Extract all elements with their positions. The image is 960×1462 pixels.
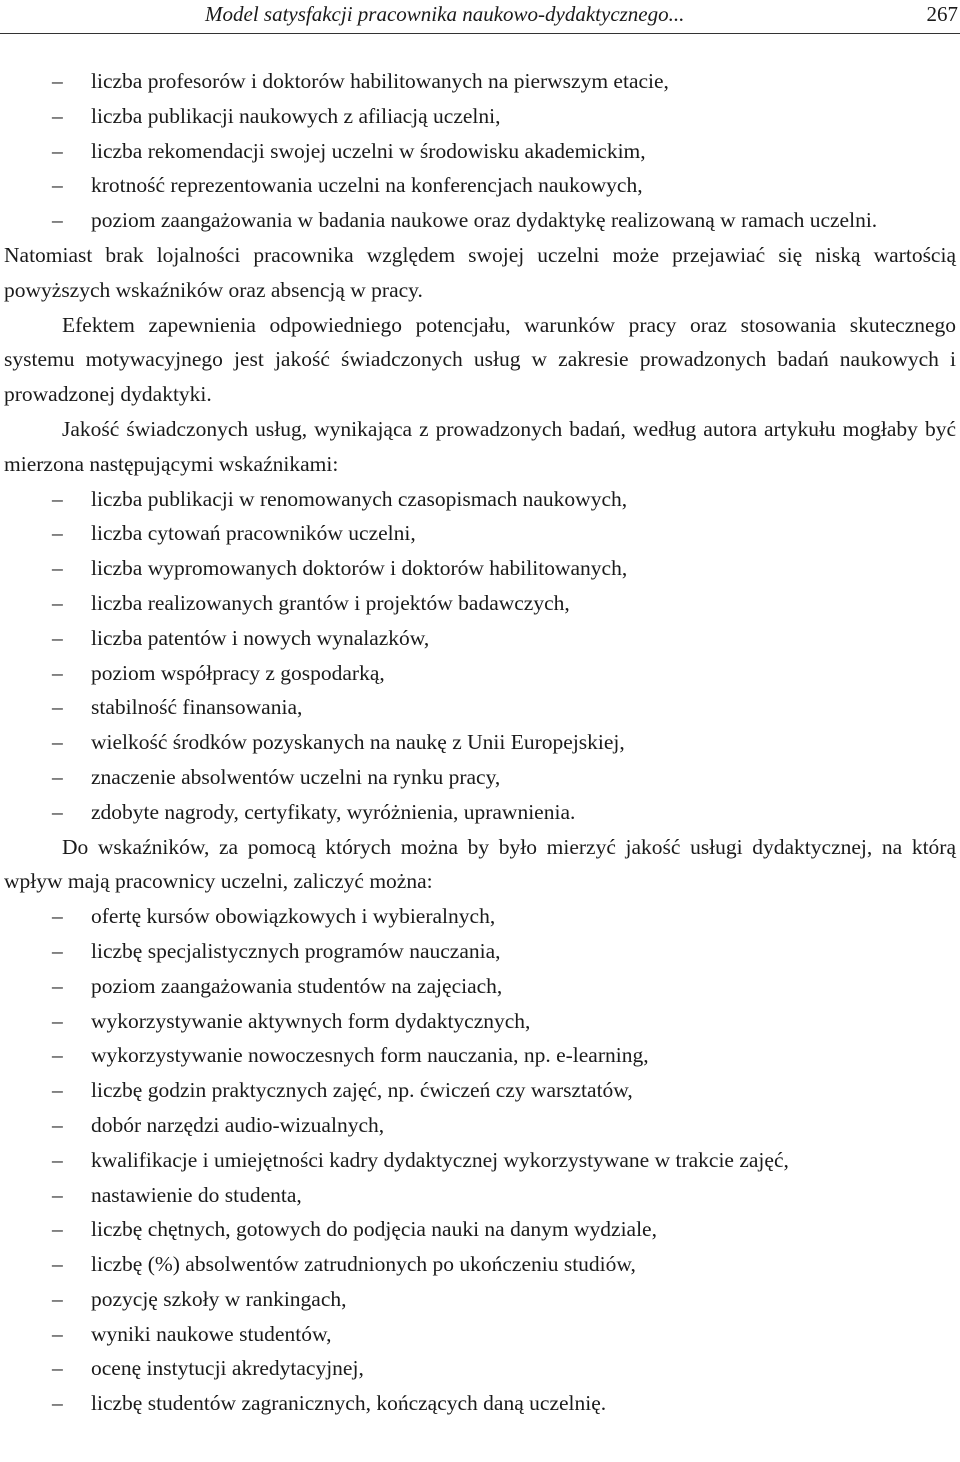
list-item-text: krotność reprezentowania uczelni na konferencjach naukowych, <box>91 173 643 198</box>
list-item <box>4 725 956 760</box>
list-item-text: poziom współpracy z gospodarką, <box>91 660 385 685</box>
bullet-dash: – <box>52 764 63 789</box>
list-item-text: liczba profesorów i doktorów habilitowanych na pierwszym etacie, <box>91 69 669 93</box>
list-item-text: zdobyte nagrody, certyfikaty, wyróżnienia, uprawnienia. <box>91 799 576 824</box>
research-quality-indicators-list <box>4 482 956 830</box>
bullet-dash: – <box>52 1356 63 1381</box>
teaching-quality-indicators-list <box>4 899 956 1421</box>
bullet-dash: – <box>52 1252 63 1277</box>
bullet-dash: – <box>52 730 63 755</box>
bullet-dash: – <box>52 1008 63 1033</box>
list-item-text: stabilność finansowania, <box>91 695 303 720</box>
bullet-dash: – <box>52 486 63 511</box>
list-item <box>4 1178 956 1213</box>
bullet-dash: – <box>52 173 63 198</box>
bullet-dash: – <box>52 973 63 998</box>
loyalty-indicators-list <box>4 64 956 238</box>
list-item-text: ocenę instytucji akredytacyjnej, <box>91 1356 364 1381</box>
list-item-text: ofertę kursów obowiązkowych i wybieralnych, <box>91 904 496 929</box>
list-item <box>4 1317 956 1352</box>
list-item <box>4 134 956 169</box>
list-item-text: wykorzystywanie aktywnych form dydaktycznych, <box>91 1008 531 1033</box>
bullet-dash: – <box>52 69 63 93</box>
list-item-text: liczba patentów i nowych wynalazków, <box>91 625 430 650</box>
bullet-dash: – <box>52 1286 63 1311</box>
list-item <box>4 1282 956 1317</box>
bullet-dash: – <box>52 695 63 720</box>
list-item-text: poziom zaangażowania studentów na zajęciach, <box>91 973 503 998</box>
bullet-dash: – <box>52 1391 63 1416</box>
bullet-dash: – <box>52 660 63 685</box>
bullet-dash: – <box>52 904 63 929</box>
list-item <box>4 934 956 969</box>
bullet-dash: – <box>52 1147 63 1172</box>
list-item-text: wielkość środków pozyskanych na naukę z Unii Europejskiej, <box>91 730 625 755</box>
bullet-dash: – <box>52 799 63 824</box>
list-item <box>4 203 956 238</box>
list-item-text: liczbę (%) absolwentów zatrudnionych po ukończeniu studiów, <box>91 1252 636 1277</box>
list-item-text: wyniki naukowe studentów, <box>91 1321 332 1346</box>
page-number: 267 <box>926 2 958 26</box>
running-title: Model satysfakcji pracownika naukowo-dydaktycznego... <box>205 2 685 26</box>
list-item <box>4 1004 956 1039</box>
list-item-text: dobór narzędzi audio-wizualnych, <box>91 1112 385 1137</box>
bullet-dash: – <box>52 208 63 233</box>
bullet-dash: – <box>52 1182 63 1207</box>
list-item <box>4 64 956 99</box>
bullet-dash: – <box>52 590 63 615</box>
list-item <box>4 656 956 691</box>
list-item-text: znaczenie absolwentów uczelni na rynku pracy, <box>91 764 501 789</box>
list-item <box>4 516 956 551</box>
bullet-dash: – <box>52 1217 63 1242</box>
bullet-dash: – <box>52 1078 63 1103</box>
list-item-text: wykorzystywanie nowoczesnych form nauczania, np. e-learning, <box>91 1043 649 1068</box>
page-body <box>4 64 956 1421</box>
list-item-text: kwalifikacje i umiejętności kadry dydaktycznej wykorzystywane w trakcie zajęć, <box>91 1147 789 1172</box>
list-item <box>4 1386 956 1421</box>
bullet-dash: – <box>52 556 63 581</box>
list-item <box>4 1073 956 1108</box>
list-item-text: liczba publikacji w renomowanych czasopismach naukowych, <box>91 486 628 511</box>
list-item <box>4 899 956 934</box>
bullet-dash: – <box>52 138 63 163</box>
list-item <box>4 760 956 795</box>
list-item <box>4 1351 956 1386</box>
list-item <box>4 621 956 656</box>
list-item-text: liczbę godzin praktycznych zajęć, np. ćwiczeń czy warsztatów, <box>91 1078 633 1103</box>
list-item-text: liczbę specjalistycznych programów nauczania, <box>91 938 501 963</box>
bullet-dash: – <box>52 1043 63 1068</box>
list-item-text: liczba realizowanych grantów i projektów badawczych, <box>91 590 570 615</box>
bullet-dash: – <box>52 1321 63 1346</box>
list-item <box>4 99 956 134</box>
list-item-text: liczba rekomendacji swojej uczelni w środowisku akademickim, <box>91 138 646 163</box>
list-item <box>4 551 956 586</box>
paragraph-effect: Efektem zapewnienia odpowiedniego potencjału, warunków pracy oraz stosowania skutecznego systemu motywacyjnego jest jakość świadczonych usług w zakresie prowadzonych badań naukowych i prowadzonej dydaktyki. <box>4 312 956 407</box>
list-item-text: liczba publikacji naukowych z afiliacją uczelni, <box>91 103 501 128</box>
list-item <box>4 1143 956 1178</box>
list-item-text: liczbę studentów zagranicznych, kończących daną uczelnię. <box>91 1391 607 1416</box>
list-item-text: poziom zaangażowania w badania naukowe oraz dydaktykę realizowaną w ramach uczelni. <box>91 208 878 233</box>
list-item-text: nastawienie do studenta, <box>91 1182 302 1207</box>
paragraph-loyalty: Natomiast brak lojalności pracownika względem swojej uczelni może przejawiać się niską wartością powyższych wskaźników oraz absencją w pracy. <box>4 242 956 302</box>
running-header <box>0 0 960 34</box>
list-item <box>4 795 956 830</box>
list-item <box>4 969 956 1004</box>
bullet-dash: – <box>52 521 63 546</box>
list-item <box>4 586 956 621</box>
list-item <box>4 168 956 203</box>
list-item <box>4 482 956 517</box>
list-item-text: liczba wypromowanych doktorów i doktorów habilitowanych, <box>91 556 628 581</box>
bullet-dash: – <box>52 1112 63 1137</box>
paragraph-research-quality: Jakość świadczonych usług, wynikająca z prowadzonych badań, według autora artykułu mogłaby być mierzona następującymi wskaźnikami: <box>4 416 956 476</box>
list-item <box>4 1247 956 1282</box>
list-item-text: liczba cytowań pracowników uczelni, <box>91 521 416 546</box>
paragraph-teaching-quality: Do wskaźników, za pomocą których można by było mierzyć jakość usługi dydaktycznej, na którą wpływ mają pracownicy uczelni, zaliczyć można: <box>4 834 956 894</box>
bullet-dash: – <box>52 103 63 128</box>
list-item <box>4 1212 956 1247</box>
list-item-text: liczbę chętnych, gotowych do podjęcia nauki na danym wydziale, <box>91 1217 657 1242</box>
bullet-dash: – <box>52 938 63 963</box>
list-item <box>4 1038 956 1073</box>
list-item-text: pozycję szkoły w rankingach, <box>91 1286 347 1311</box>
list-item <box>4 690 956 725</box>
list-item <box>4 1108 956 1143</box>
bullet-dash: – <box>52 625 63 650</box>
